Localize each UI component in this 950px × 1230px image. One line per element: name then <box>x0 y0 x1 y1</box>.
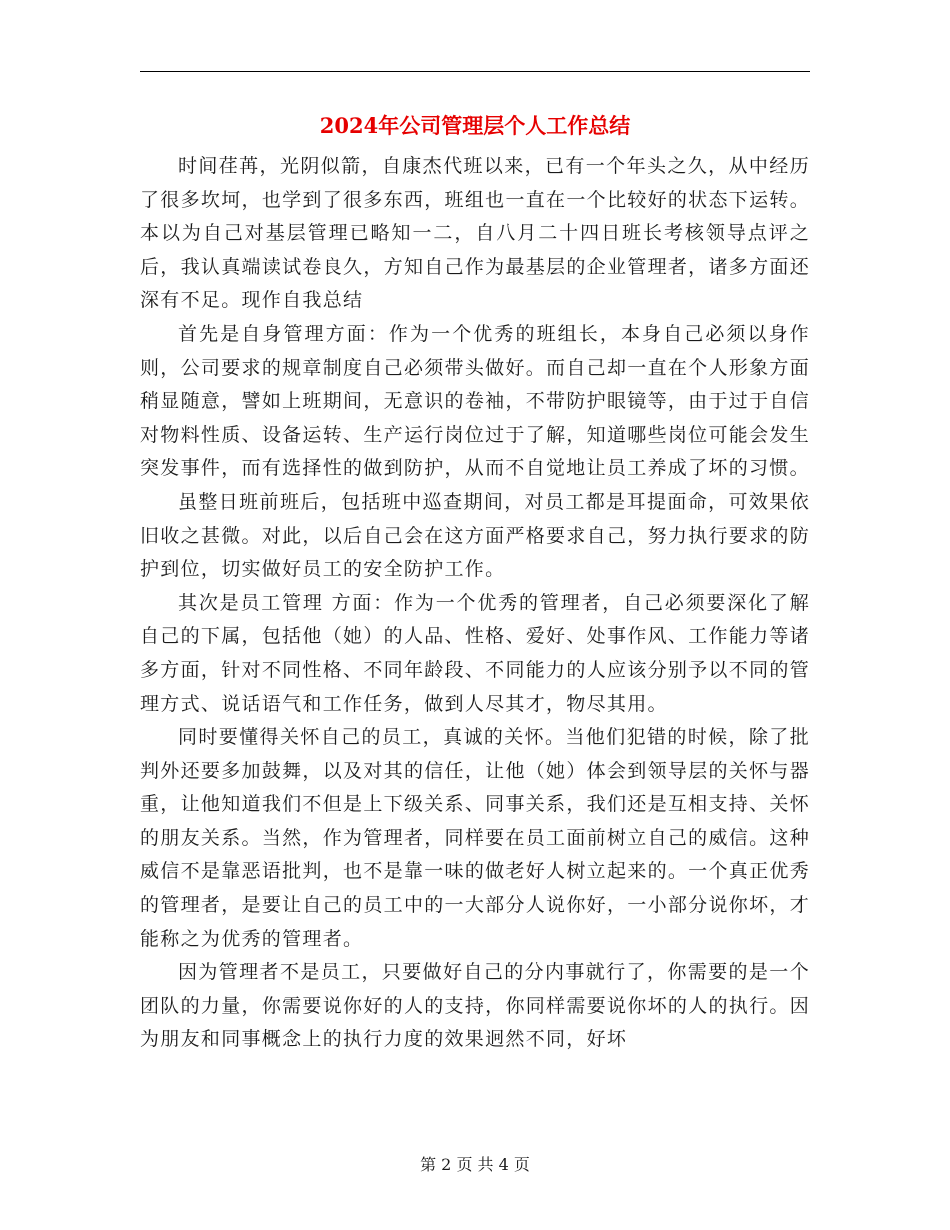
paragraph-2: 首先是自身管理方面：作为一个优秀的班组长，本身自己必须以身作则，公司要求的规章制度自己必须带头做好。而自己却一直在个人形象方面稍显随意，譬如上班期间，无意识的卷袖，不带防护眼镜等，由于过于自信对物料性质、设备运转、生产运行岗位过于了解，知道哪些岗位可能会发生突发事件，而有选择性的做到防护，从而不自觉地让员工养成了坏的习惯。 <box>140 322 810 480</box>
document-title: 2024年公司管理层个人工作总结 <box>319 113 631 138</box>
page-number-label: 第 2 页 共 4 页 <box>420 1155 530 1174</box>
document-body <box>140 150 810 1057</box>
paragraph-6: 因为管理者不是员工，只要做好自己的分内事就行了，你需要的是一个团队的力量，你需要说你好的人的支持，你同样需要说你坏的人的执行。因为朋友和同事概念上的执行力度的效果迥然不同，好坏 <box>140 961 810 1051</box>
paragraph-3: 虽整日班前班后，包括班中巡查期间，对员工都是耳提面命，可效果依旧收之甚微。对此，以后自己会在这方面严格要求自己，努力执行要求的防护到位，切实做好员工的安全防护工作。 <box>140 490 810 581</box>
paragraph-1: 时间荏苒，光阴似箭，自康杰代班以来，已有一个年头之久，从中经历了很多坎坷，也学到了很多东西，班组也一直在一个比较好的状态下运转。本以为自己对基层管理已略知一二，自八月二十四日班长考核领导点评之后，我认真端读试卷良久，方知自己作为最基层的企业管理者，诸多方面还深有不足。现作自我总结 <box>140 155 810 312</box>
header-rule <box>140 71 810 72</box>
page-footer <box>140 1153 810 1177</box>
paragraph-5: 同时要懂得关怀自己的员工，真诚的关怀。当他们犯错的时候，除了批判外还要多加鼓舞，以及对其的信任，让他（她）体会到领导层的关怀与器重，让他知道我们不但是上下级关系、同事关系，我们还是互相支持、关怀的朋友关系。当然，作为管理者，同样要在员工面前树立自己的威信。这种威信不是靠恶语批判，也不是靠一味的做老好人树立起来的。一个真正优秀的管理者，是要让自己的员工中的一大部分人说你好，一小部分说你坏，才能称之为优秀的管理者。 <box>140 726 810 950</box>
paragraph-4: 其次是员工管理 方面：作为一个优秀的管理者，自己必须要深化了解自己的下属，包括他（她）的人品、性格、爱好、处事作风、工作能力等诸多方面，针对不同性格、不同年龄段、不同能力的人应该分别予以不同的管理方式、说话语气和工作任务，做到人尽其才，物尽其用。 <box>140 591 810 715</box>
